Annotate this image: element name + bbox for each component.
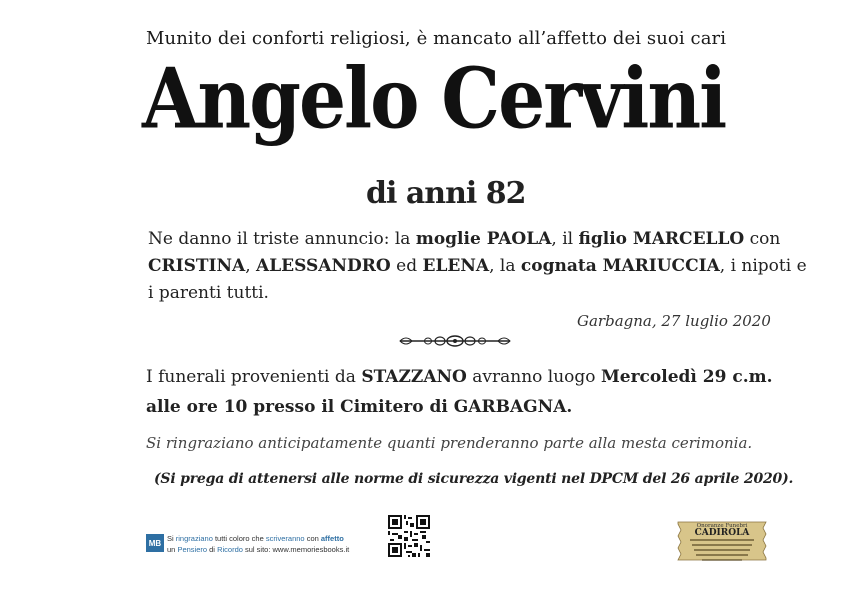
relative-figlio: figlio MARCELLO	[578, 229, 745, 249]
funeral-line-1	[146, 362, 826, 392]
relative-cognata: cognata MARIUCCIA	[520, 256, 720, 276]
funeral-home-stamp	[672, 516, 772, 566]
relative-alessandro: ALESSANDRO	[256, 256, 391, 276]
intro-text: Munito dei conforti religiosi, è mancato all’affetto dei suoi cari	[146, 28, 727, 49]
ornament-divider-icon	[396, 332, 514, 350]
thanks-text: Si ringraziano anticipatamente quanti prenderanno parte alla mesta cerimonia.	[146, 434, 753, 452]
footer-word: Si	[167, 534, 176, 543]
footer-word: con	[304, 534, 321, 543]
stamp-line-1: Onoranze Funebri	[696, 523, 748, 529]
memoriesbooks-logo: MB	[146, 534, 164, 552]
announcement-text: ,	[245, 256, 257, 276]
funeral-line-2	[146, 392, 826, 422]
origin-place: STAZZANO	[361, 367, 467, 387]
memoriesbooks-text	[167, 533, 349, 555]
footer-word: di	[207, 545, 218, 554]
qr-code-icon[interactable]	[388, 515, 430, 557]
announcement-text: con	[744, 229, 781, 249]
announcement-text: , i nipoti e i parenti tutti.	[148, 256, 807, 303]
stamp-line-2: CADIROLA	[694, 528, 750, 538]
funeral-time-place: alle ore 10 presso il Cimitero di GARBAGNA.	[146, 397, 573, 417]
announcement-text: , il	[551, 229, 579, 249]
relative-moglie: moglie PAOLA	[415, 229, 552, 249]
age-text: di anni 82	[366, 176, 526, 211]
announcement-text: Ne danno il triste annuncio: la	[148, 229, 416, 249]
funeral-text: avranno luogo	[466, 367, 601, 387]
footer-word: affetto	[320, 534, 344, 543]
announcement-text: ed	[390, 256, 423, 276]
announcement-text: , la	[489, 256, 521, 276]
place-date: Garbagna, 27 luglio 2020	[577, 312, 771, 330]
footer-word: scriveranno	[265, 534, 305, 543]
funeral-day: Mercoledì 29 c.m.	[600, 367, 773, 387]
website-link[interactable]: www.memoriesbooks.it	[272, 545, 350, 554]
deceased-name: Angelo Cervini	[142, 51, 726, 148]
relative-elena: ELENA	[422, 256, 490, 276]
footer-word: sul sito:	[242, 545, 273, 554]
footer-word: tutti coloro che	[212, 534, 266, 543]
footer-word: Pensiero	[177, 545, 208, 554]
relative-cristina: CRISTINA	[148, 256, 246, 276]
footer-word: un	[167, 545, 178, 554]
footer-line-1	[167, 533, 349, 544]
announcement-paragraph	[148, 226, 808, 307]
safety-note: (Si prega di attenersi alle norme di sicurezza vigenti nel DPCM del 26 aprile 2020).	[154, 471, 794, 487]
footer-word: Ricordo	[217, 545, 243, 554]
footer-line-2	[167, 544, 349, 555]
funeral-text: I funerali provenienti da	[146, 367, 362, 387]
footer-word: ringraziano	[175, 534, 213, 543]
funeral-info	[146, 362, 826, 422]
